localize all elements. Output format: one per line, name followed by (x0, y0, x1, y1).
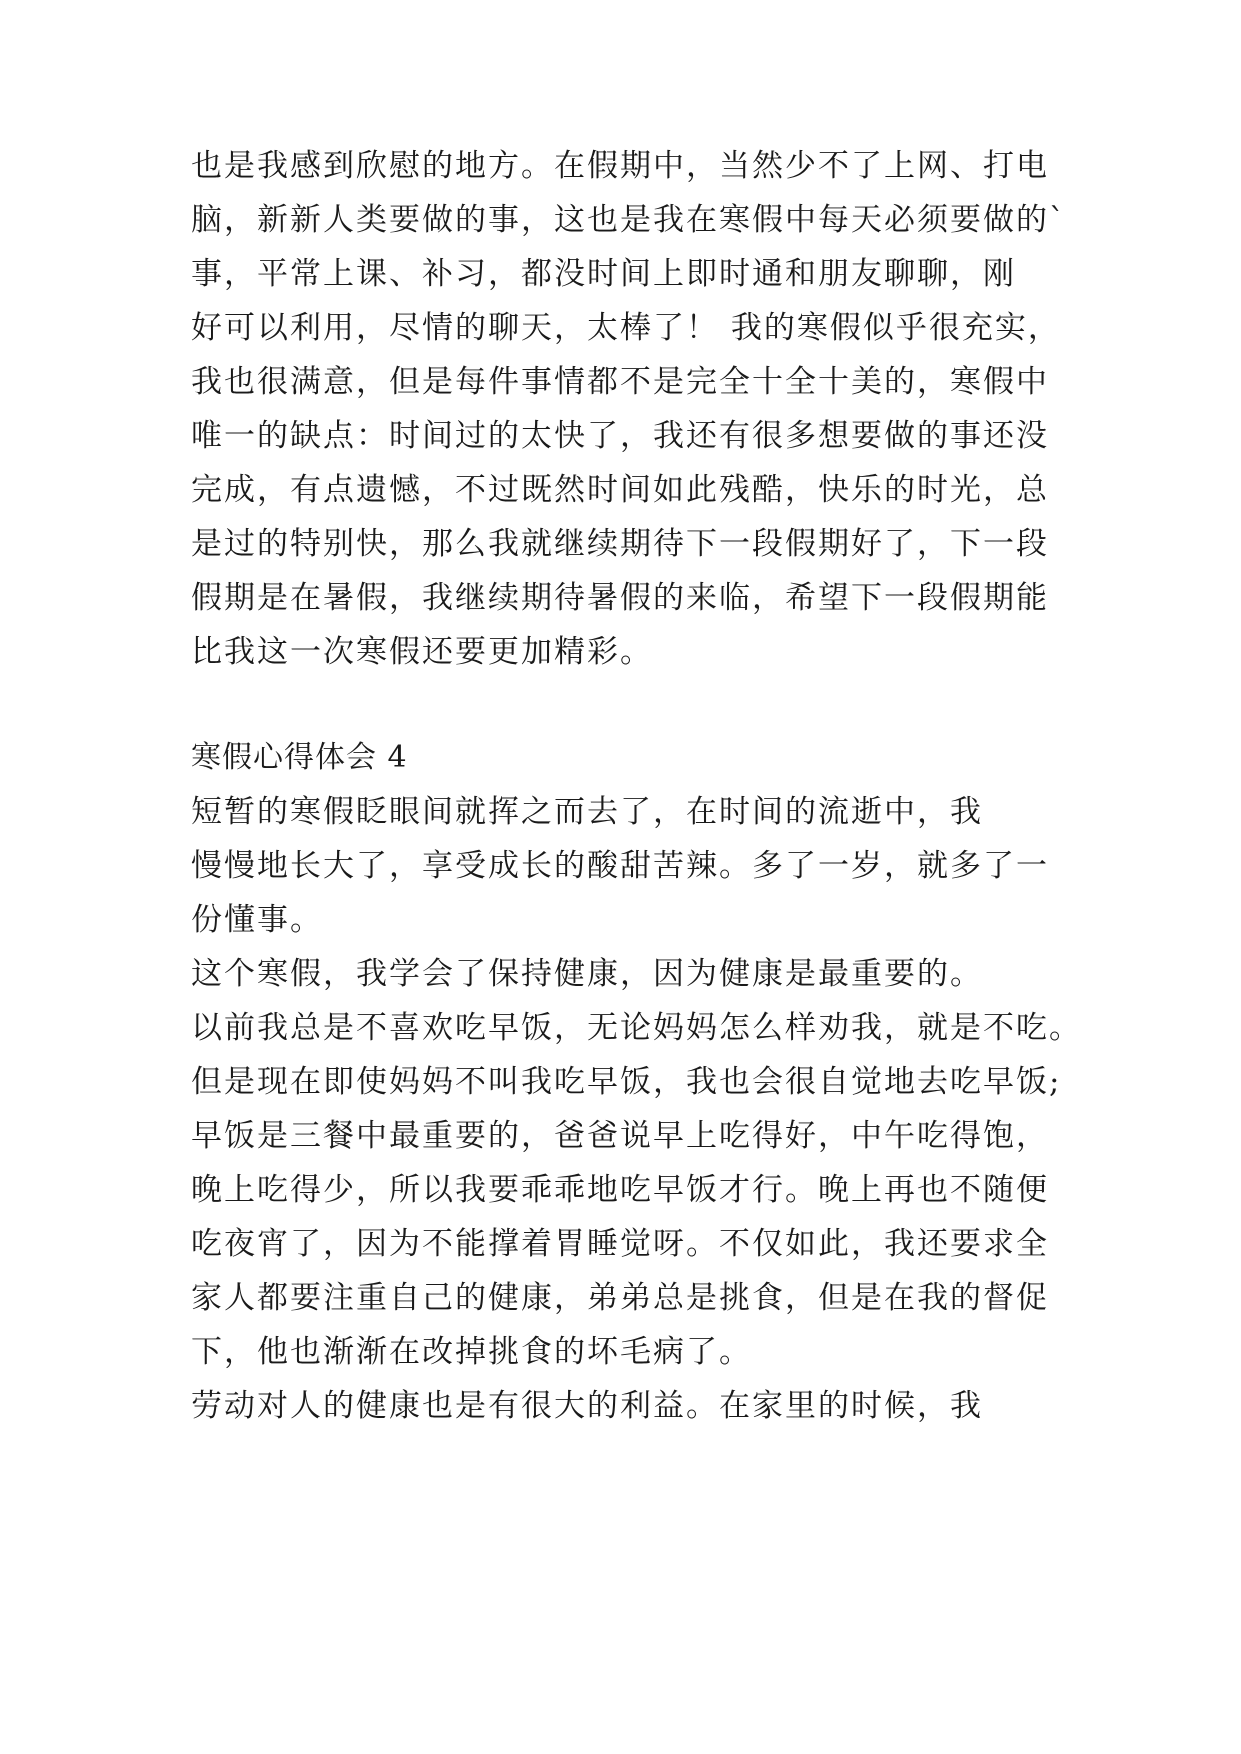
paragraph-line: 好可以利用，尽情的聊天，太棒了！ 我的寒假似乎很充实， (191, 310, 1061, 346)
paragraph-line: 也是我感到欣慰的地方。在假期中，当然少不了上网、打电 (191, 148, 1049, 184)
paragraph-line: 早饭是三餐中最重要的，爸爸说早上吃得好，中午吃得饱， (191, 1118, 1049, 1154)
paragraph-line: 劳动对人的健康也是有很大的利益。在家里的时候，我 (191, 1388, 983, 1424)
paragraph-line: 下，他也渐渐在改掉挑食的坏毛病了。 (191, 1334, 752, 1370)
paragraph-line: 晚上吃得少，所以我要乖乖地吃早饭才行。晚上再也不随便 (191, 1172, 1049, 1208)
paragraph-line: 吃夜宵了，因为不能撑着胃睡觉呀。不仅如此，我还要求全 (191, 1226, 1049, 1262)
paragraph-line: 我也很满意，但是每件事情都不是完全十全十美的，寒假中 (191, 364, 1049, 400)
paragraph-line: 家人都要注重自己的健康，弟弟总是挑食，但是在我的督促 (191, 1280, 1049, 1316)
paragraph-line: 事，平常上课、补习，都没时间上即时通和朋友聊聊，刚 (191, 256, 1016, 292)
paragraph-line: 完成，有点遗憾，不过既然时间如此残酷，快乐的时光，总 (191, 472, 1049, 508)
paragraph-line: 以前我总是不喜欢吃早饭，无论妈妈怎么样劝我，就是不吃。 (191, 1010, 1082, 1046)
paragraph-line: 是过的特别快，那么我就继续期待下一段假期好了，下一段 (191, 526, 1049, 562)
paragraph-line: 短暂的寒假眨眼间就挥之而去了，在时间的流逝中，我 (191, 794, 983, 830)
paragraph-line: 假期是在暑假，我继续期待暑假的来临，希望下一段假期能 (191, 580, 1049, 616)
paragraph-line: 份懂事。 (191, 902, 323, 938)
paragraph-line: 慢慢地长大了，享受成长的酸甜苦辣。多了一岁，就多了一 (191, 848, 1049, 884)
section-heading: 寒假心得体会 4 (191, 740, 408, 775)
paragraph-line: 这个寒假，我学会了保持健康，因为健康是最重要的。 (191, 956, 983, 992)
paragraph-line: 唯一的缺点：时间过的太快了，我还有很多想要做的事还没 (191, 418, 1049, 454)
paragraph-line: 脑，新新人类要做的事，这也是我在寒假中每天必须要做的` (191, 202, 1067, 238)
paragraph-line: 比我这一次寒假还要更加精彩。 (191, 634, 653, 670)
paragraph-line: 但是现在即使妈妈不叫我吃早饭，我也会很自觉地去吃早饭; (191, 1064, 1062, 1100)
